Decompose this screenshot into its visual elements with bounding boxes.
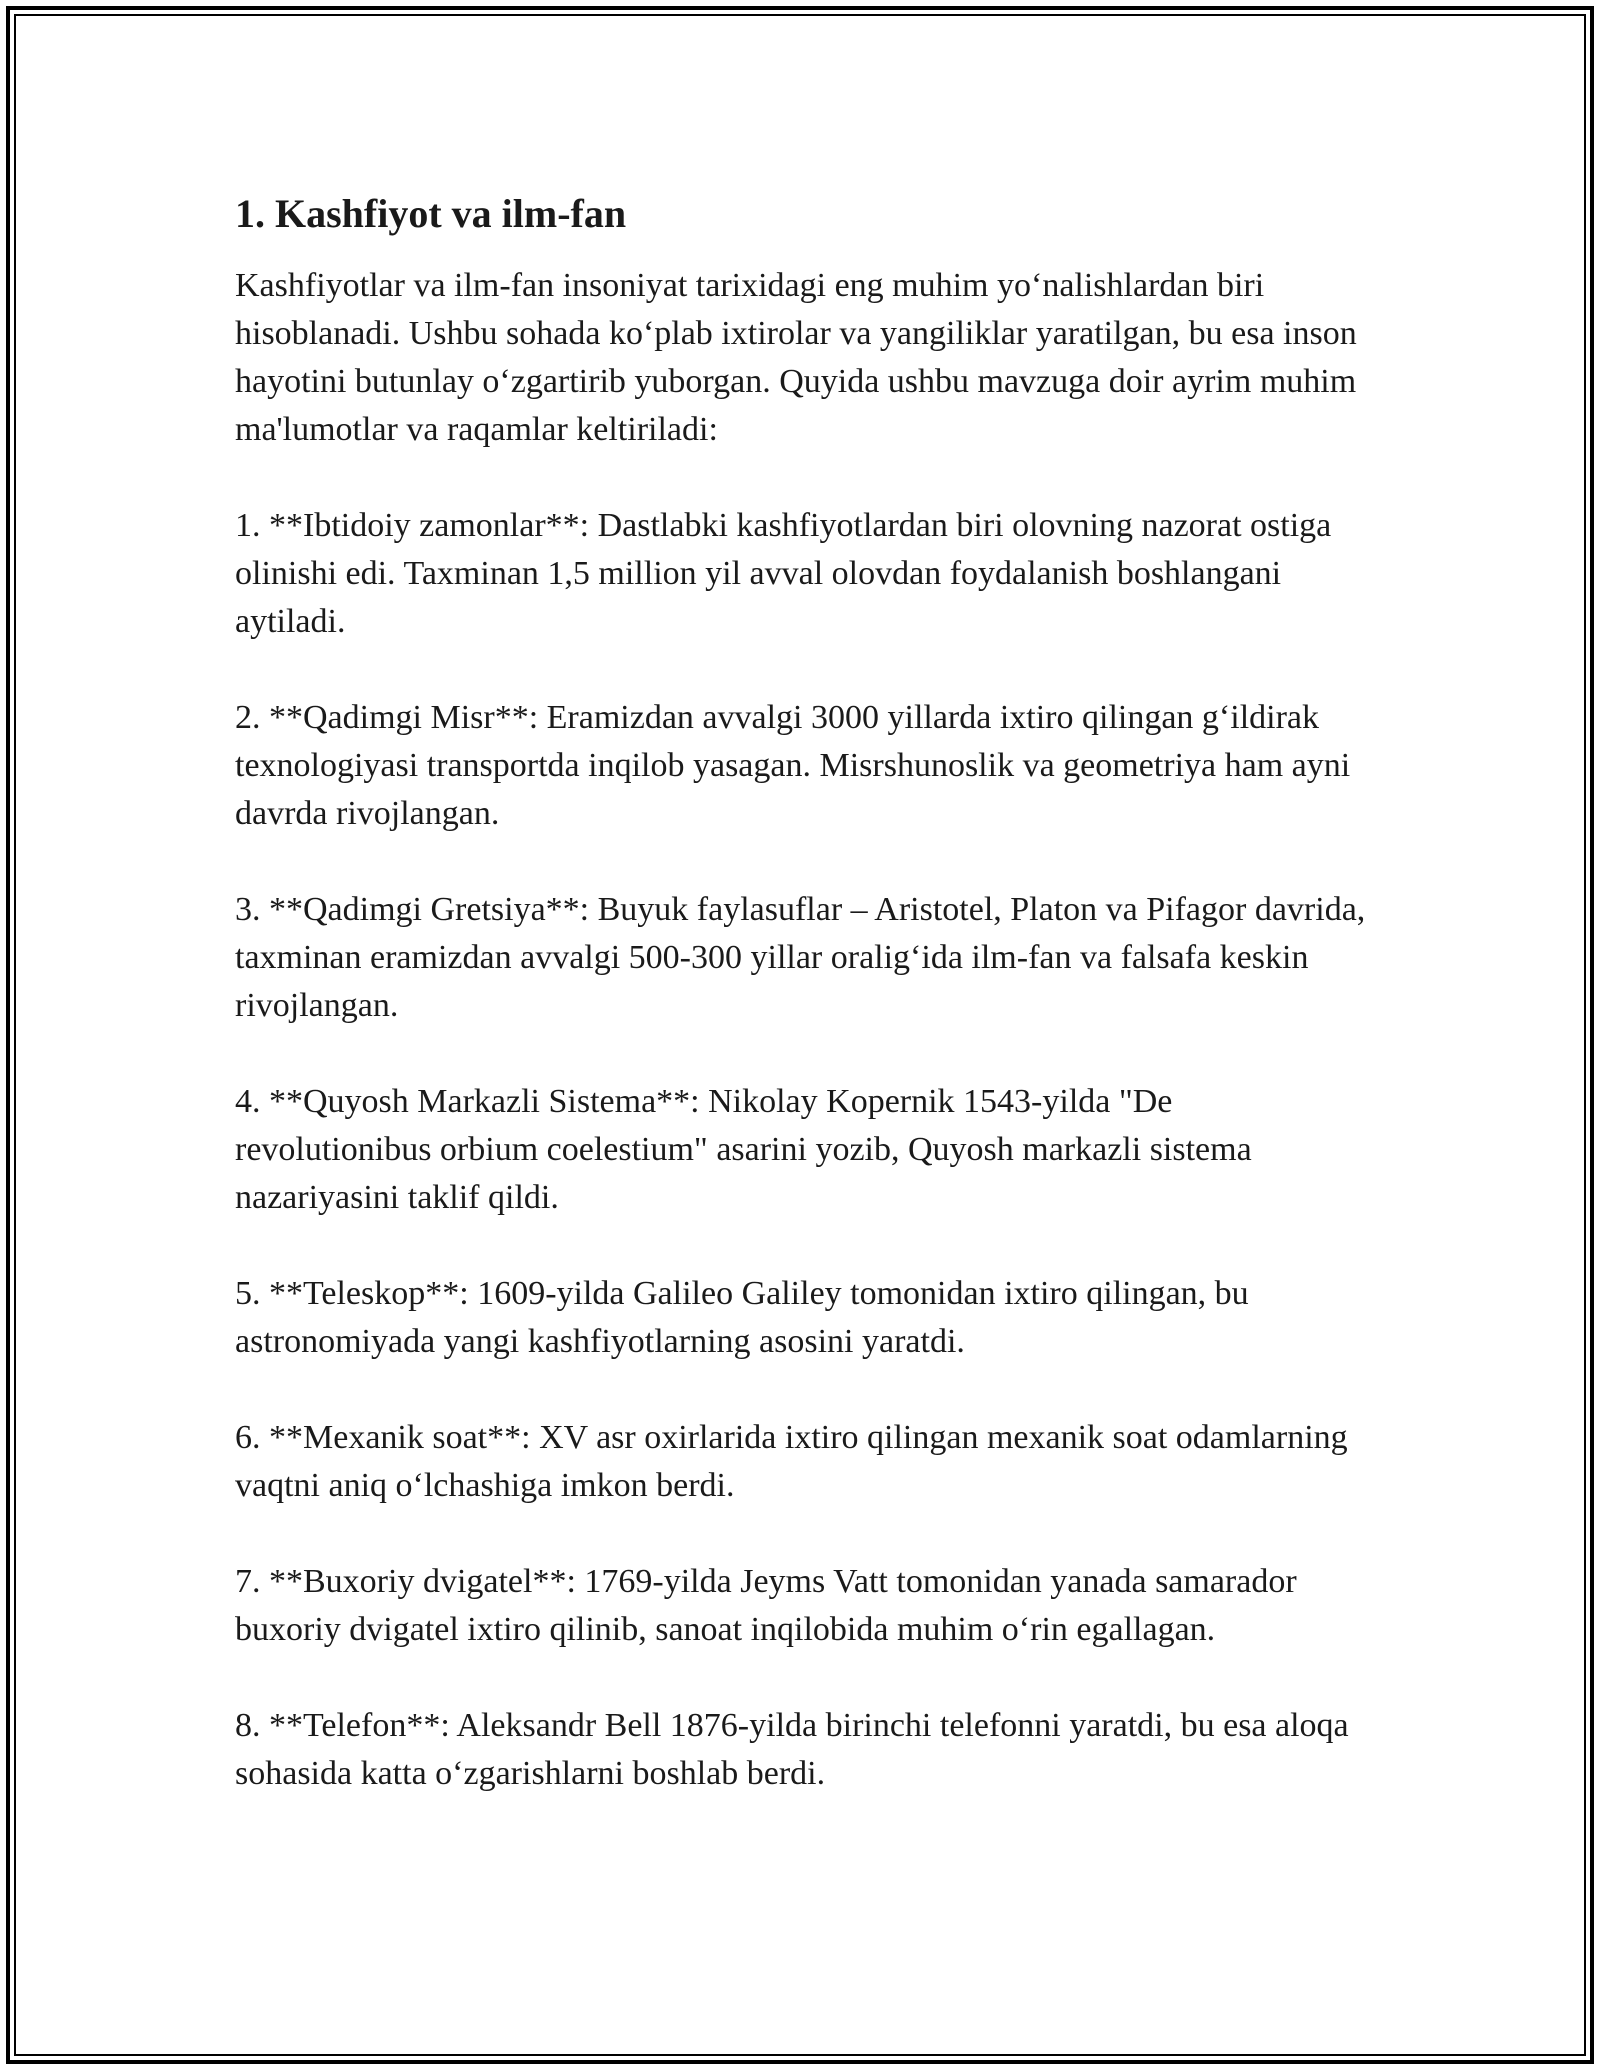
intro-paragraph: Kashfiyotlar va ilm-fan insoniyat tarixidagi eng muhim yo‘nalishlardan biri hisoblanadi. Ushbu sohada ko‘plab ixtirolar va yangiliklar yaratilgan, bu esa inson hayotini butunlay o‘zgartirib yuborgan. Quyida ushbu mavzuga doir ayrim muhim ma'lumotlar va raqamlar keltiriladi: <box>235 267 1357 448</box>
list-item-5: 5. **Teleskop**: 1609-yilda Galileo Galiley tomonidan ixtiro qilingan, bu astronomiyada yangi kashfiyotlarning asosini yaratdi. <box>235 1275 1249 1360</box>
list-item-4: 4. **Quyosh Markazli Sistema**: Nikolay Kopernik 1543-yilda "De revolutionibus orbium coelestium" asarini yozib, Quyosh markazli sistema nazariyasini taklif qildi. <box>235 1083 1252 1216</box>
list-item-1: 1. **Ibtidoiy zamonlar**: Dastlabki kashfiyotlardan biri olovning nazorat ostiga olinishi edi. Taxminan 1,5 million yil avval olovdan foydalanish boshlangani aytiladi. <box>235 507 1332 640</box>
list-item-2: 2. **Qadimgi Misr**: Eramizdan avvalgi 3000 yillarda ixtiro qilingan g‘ildirak texnologiyasi transportda inqilob yasagan. Misrshunoslik va geometriya ham ayni davrda rivojlangan. <box>235 699 1351 832</box>
list-item-6: 6. **Mexanik soat**: XV asr oxirlarida ixtiro qilingan mexanik soat odamlarning vaqtni aniq o‘lchashiga imkon berdi. <box>235 1419 1348 1504</box>
document-title: 1. Kashfiyot va ilm-fan <box>235 191 627 236</box>
list-item-3: 3. **Qadimgi Gretsiya**: Buyuk faylasuflar – Aristotel, Platon va Pifagor davrida, taxminan eramizdan avvalgi 500-300 yillar oralig‘ida ilm-fan va falsafa keskin rivojlangan. <box>235 891 1366 1024</box>
list-item-8: 8. **Telefon**: Aleksandr Bell 1876-yilda birinchi telefonni yaratdi, bu esa aloqa sohasida katta o‘zgarishlarni boshlab berdi. <box>235 1707 1349 1792</box>
document-body <box>235 186 1375 1846</box>
list-item-7: 7. **Buxoriy dvigatel**: 1769-yilda Jeyms Vatt tomonidan yanada samarador buxoriy dvigatel ixtiro qilinib, sanoat inqilobida muhim o‘rin egallagan. <box>235 1563 1297 1648</box>
